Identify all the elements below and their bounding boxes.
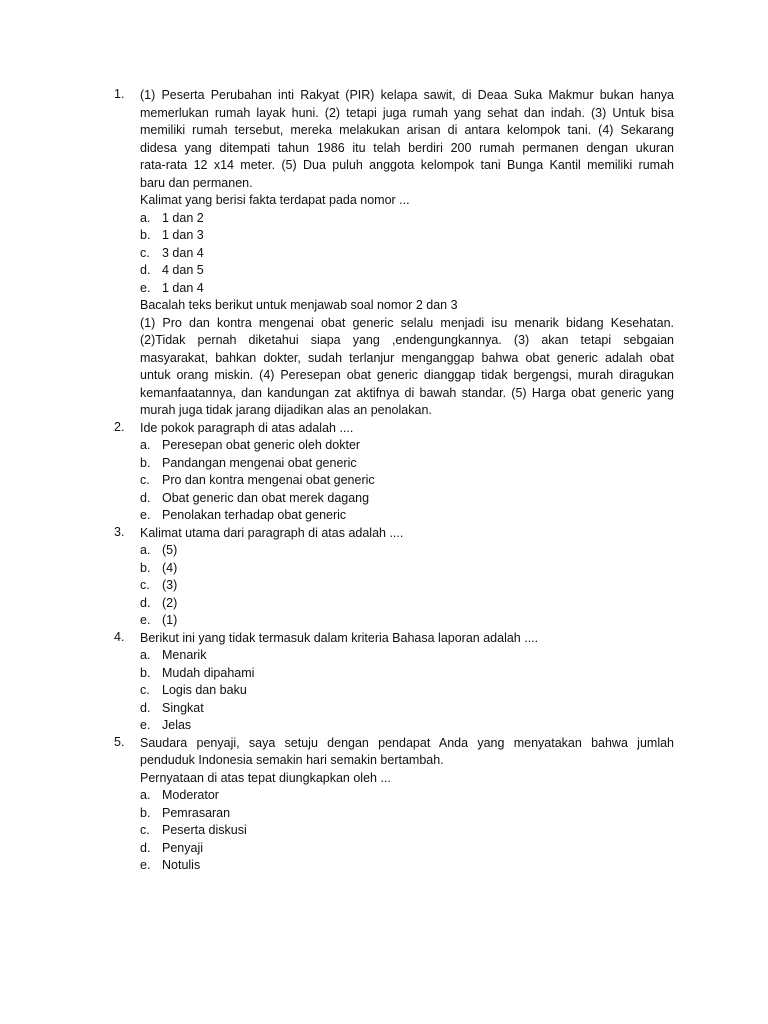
answer-option (140, 840, 674, 858)
question-number: 1. (114, 87, 125, 101)
question-text-line: baru dan permanen. (140, 175, 253, 190)
option-text: Logis dan baku (162, 683, 247, 697)
option-text: (4) (162, 560, 178, 575)
option-letter: d. (140, 840, 151, 855)
option-text: (3) (162, 578, 178, 592)
option-letter: e. (140, 280, 151, 295)
option-letter: c. (140, 473, 150, 487)
passage-line: (2)Tidak pernah diketahui siapa yang ,endengungkannya. (3) akan tetapi sebgaian (140, 333, 674, 347)
option-letter: c. (140, 683, 150, 697)
question-prompt: Kalimat yang berisi fakta terdapat pada nomor ... (140, 193, 410, 207)
answer-option (140, 560, 674, 578)
option-letter: c. (140, 245, 150, 260)
option-letter: e. (140, 858, 151, 872)
option-text: Mudah dipahami (162, 665, 255, 680)
answer-option (140, 700, 674, 718)
question-text-line: memerlukan rumah layak huni. (2) tetapi juga rumah yang sehat dan indah. (3) Untuk bisa (140, 105, 674, 120)
question-prompt: Kalimat utama dari paragraph di atas adalah .... (140, 525, 404, 540)
option-letter: a. (140, 648, 151, 662)
answer-option (140, 455, 674, 473)
passage-line: kemanfaatannya, dan kandungan zat aktifnya di bawah standar. (5) Harga obat generic yang (140, 385, 674, 400)
option-text: (5) (162, 543, 178, 557)
question-prompt: Pernyataan di atas tepat diungkapkan oleh ... (140, 770, 391, 785)
answer-option (140, 577, 674, 595)
option-text: Penolakan terhadap obat generic (162, 508, 347, 522)
question-prompt: Ide pokok paragraph di atas adalah .... (140, 420, 354, 435)
option-letter: b. (140, 665, 151, 680)
question-1 (114, 87, 674, 297)
answer-option (140, 210, 674, 228)
option-letter: a. (140, 788, 151, 802)
question-4 (114, 629, 674, 735)
option-letter: d. (140, 595, 151, 610)
option-text: Penyaji (162, 840, 203, 855)
question-5 (114, 734, 674, 875)
option-letter: e. (140, 718, 151, 732)
question-3 (114, 524, 674, 630)
option-letter: a. (140, 543, 151, 557)
answer-option (140, 507, 674, 525)
passage-line: (1) Pro dan kontra mengenai obat generic selalu menjadi isu menarik bidang Kesehatan. (140, 315, 674, 330)
option-letter: a. (140, 210, 151, 225)
answer-option (140, 805, 674, 823)
option-text: Moderator (162, 788, 219, 802)
answer-option (140, 262, 674, 280)
option-text: Pro dan kontra mengenai obat generic (162, 473, 375, 487)
question-number: 5. (114, 734, 125, 749)
passage-line: murah juga tidak jarang dijadikan alas an penolakan. (140, 403, 432, 417)
answer-option (140, 787, 674, 805)
option-text: Peserta diskusi (162, 823, 247, 837)
question-text-line: memiliki rumah tersebut, mereka melakukan arisan di antara kelompok tani. (4) Sekarang (140, 123, 674, 137)
option-letter: b. (140, 455, 151, 470)
option-letter: d. (140, 263, 151, 277)
option-letter: a. (140, 438, 151, 452)
answer-option (140, 437, 674, 455)
option-letter: b. (140, 228, 151, 242)
question-number: 4. (114, 629, 125, 644)
answer-option (140, 490, 674, 508)
option-text: (1) (162, 613, 178, 627)
question-prompt: Berikut ini yang tidak termasuk dalam kriteria Bahasa laporan adalah .... (140, 630, 539, 645)
option-text: Notulis (162, 858, 201, 872)
option-letter: e. (140, 613, 151, 627)
option-text: Obat generic dan obat merek dagang (162, 490, 370, 505)
answer-option (140, 595, 674, 613)
option-text: 4 dan 5 (162, 263, 204, 277)
option-text: Pandangan mengenai obat generic (162, 455, 357, 470)
reading-passage (140, 297, 674, 420)
question-number: 2. (114, 419, 125, 434)
option-letter: e. (140, 508, 151, 522)
answer-option (140, 682, 674, 700)
option-text: 1 dan 3 (162, 228, 204, 242)
question-number: 3. (114, 524, 125, 539)
answer-option (140, 857, 674, 875)
answer-option (140, 647, 674, 665)
option-letter: d. (140, 490, 151, 505)
option-text: Menarik (162, 648, 207, 662)
answer-option (140, 542, 674, 560)
answer-option (140, 665, 674, 683)
option-letter: c. (140, 823, 150, 837)
question-text-line: (1) Peserta Perubahan inti Rakyat (PIR) kelapa sawit, di Deaa Suka Makmur bukan hanya (140, 88, 674, 102)
option-text: Peresepan obat generic oleh dokter (162, 438, 361, 452)
option-text: Singkat (162, 700, 204, 715)
option-text: 1 dan 4 (162, 280, 204, 295)
passage-line: untuk orang miskin. (4) Peresepan obat generic dianggap tidak bergengsi, murah diragukan (140, 368, 674, 382)
question-text-line: didesa yang ditempati tahun 1986 itu telah berdiri 200 rumah permanen dengan ukuran (140, 140, 674, 155)
question-text-line: rata-rata 12 x14 meter. (5) Dua puluh anggota kelompok tani Bunga Kantil memiliki rumah (140, 158, 674, 172)
question-2 (114, 419, 674, 525)
answer-option (140, 227, 674, 245)
question-text-line: penduduk Indonesia semakin hari semakin bertambah. (140, 753, 444, 767)
answer-option (140, 245, 674, 263)
option-letter: b. (140, 805, 151, 820)
answer-option (140, 717, 674, 735)
passage-line: masyarakat, bahkan dokter, sudah terlanjur menganggap bahwa obat generic adalah obat (140, 350, 674, 365)
option-text: (2) (162, 595, 178, 610)
answer-option (140, 472, 674, 490)
answer-option (140, 280, 674, 298)
answer-option (140, 612, 674, 630)
question-text-line: Saudara penyaji, saya setuju dengan pendapat Anda yang menyatakan bahwa jumlah (140, 735, 674, 750)
option-text: 3 dan 4 (162, 245, 204, 260)
option-letter: c. (140, 578, 150, 592)
passage-intro: Bacalah teks berikut untuk menjawab soal nomor 2 dan 3 (140, 298, 458, 312)
answer-option (140, 822, 674, 840)
option-text: Pemrasaran (162, 805, 231, 820)
option-letter: b. (140, 560, 151, 575)
option-text: Jelas (162, 718, 192, 732)
option-text: 1 dan 2 (162, 210, 204, 225)
option-letter: d. (140, 700, 151, 715)
